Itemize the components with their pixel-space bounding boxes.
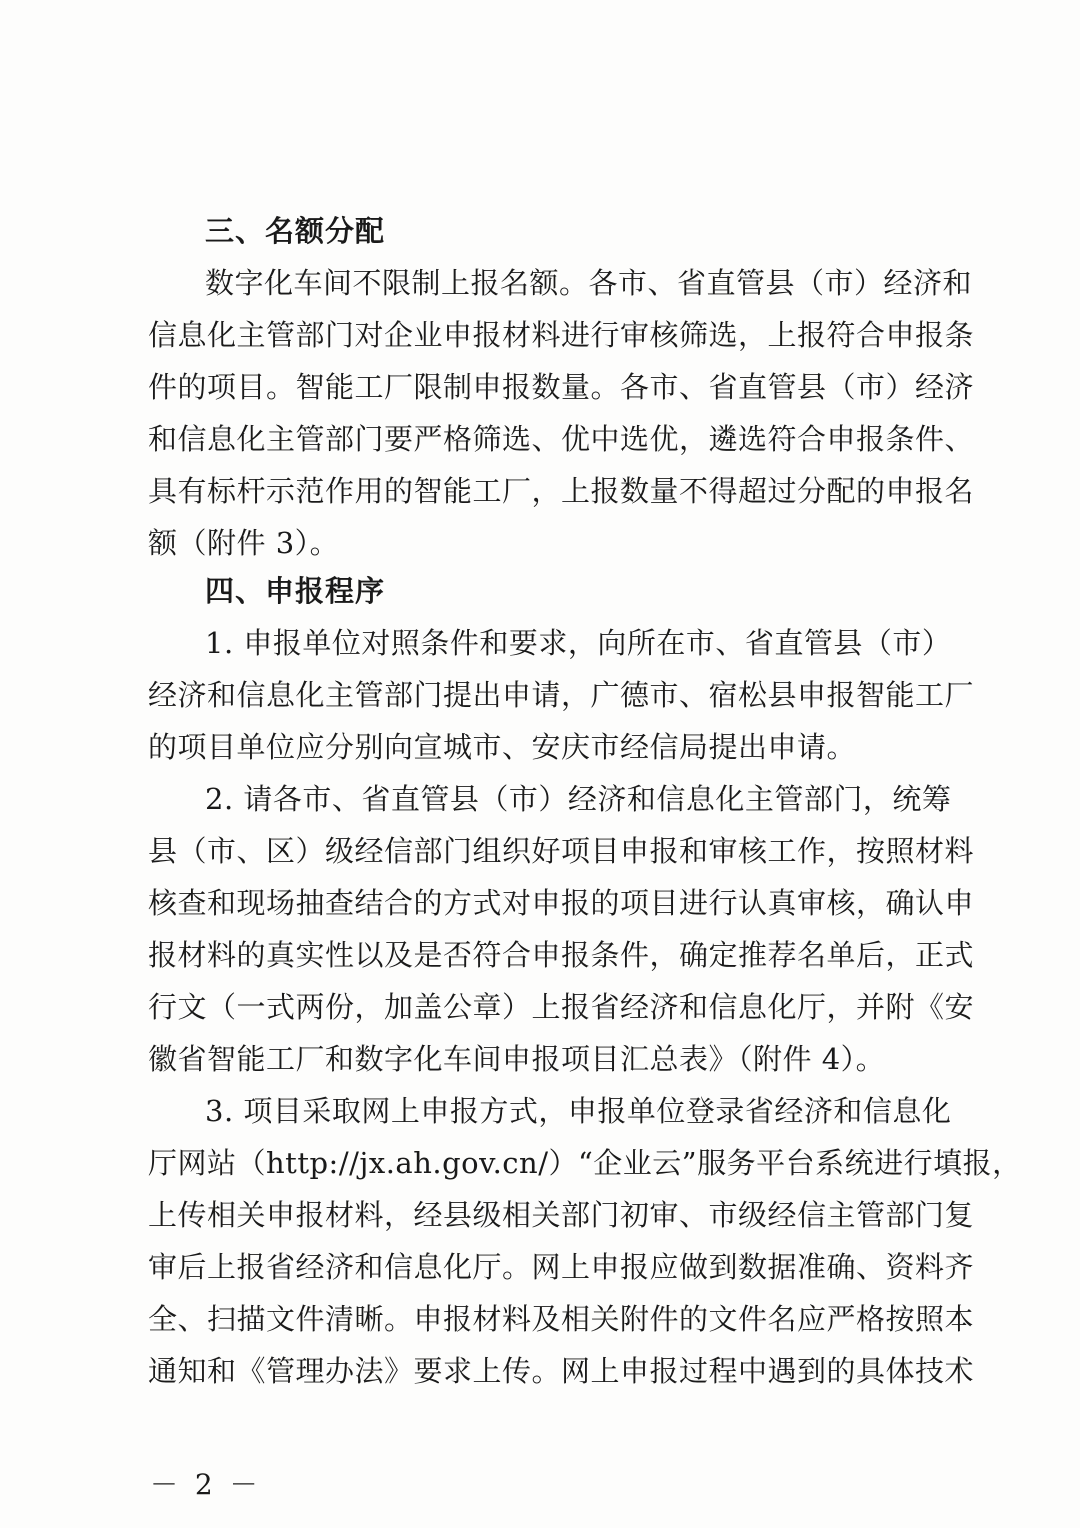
item-1-line: 1. 申报单位对照条件和要求，向所在市、省直管县（市） xyxy=(205,626,952,660)
item-2-line: 行文（一式两份，加盖公章）上报省经济和信息化厅，并附《安 xyxy=(148,990,975,1024)
item-2-line: 2. 请各市、省直管县（市）经济和信息化主管部门，统筹 xyxy=(205,782,952,816)
section-3-heading: 三、名额分配 xyxy=(205,214,386,248)
paragraph-line: 和信息化主管部门要严格筛选、优中选优，遴选符合申报条件、 xyxy=(148,422,975,456)
item-2-line: 县（市、区）级经信部门组织好项目申报和审核工作，按照材料 xyxy=(148,834,975,868)
item-1-line: 的项目单位应分别向宣城市、安庆市经信局提出申请。 xyxy=(148,730,857,764)
item-3-line: 上传相关申报材料，经县级相关部门初审、市级经信主管部门复 xyxy=(148,1198,975,1232)
item-2-line: 报材料的真实性以及是否符合申报条件，确定推荐名单后，正式 xyxy=(148,938,975,972)
item-3-line: 全、扫描文件清晰。申报材料及相关附件的文件名应严格按照本 xyxy=(148,1302,975,1336)
page-number: － 2 － xyxy=(150,1468,262,1501)
item-3-line: 审后上报省经济和信息化厅。网上申报应做到数据准确、资料齐 xyxy=(148,1250,975,1284)
paragraph-line: 件的项目。智能工厂限制申报数量。各市、省直管县（市）经济 xyxy=(148,370,975,404)
item-1-line: 经济和信息化主管部门提出申请，广德市、宿松县申报智能工厂 xyxy=(148,678,975,712)
item-2-line: 核查和现场抽查结合的方式对申报的项目进行认真审核，确认申 xyxy=(148,886,975,920)
section-4-heading: 四、申报程序 xyxy=(205,574,386,608)
item-3-line: 通知和《管理办法》要求上传。网上申报过程中遇到的具体技术 xyxy=(148,1354,975,1388)
item-3-line: 厅网站（http://jx.ah.gov.cn/）“企业云”服务平台系统进行填报， xyxy=(148,1146,1022,1180)
paragraph-line: 数字化车间不限制上报名额。各市、省直管县（市）经济和 xyxy=(205,266,973,300)
paragraph-line: 额（附件 3）。 xyxy=(148,526,340,560)
item-3-line: 3. 项目采取网上申报方式，申报单位登录省经济和信息化 xyxy=(205,1094,952,1128)
item-2-line: 徽省智能工厂和数字化车间申报项目汇总表》（附件 4）。 xyxy=(148,1042,886,1076)
paragraph-line: 信息化主管部门对企业申报材料进行审核筛选，上报符合申报条 xyxy=(148,318,975,352)
paragraph-line: 具有标杆示范作用的智能工厂，上报数量不得超过分配的申报名 xyxy=(148,474,975,508)
